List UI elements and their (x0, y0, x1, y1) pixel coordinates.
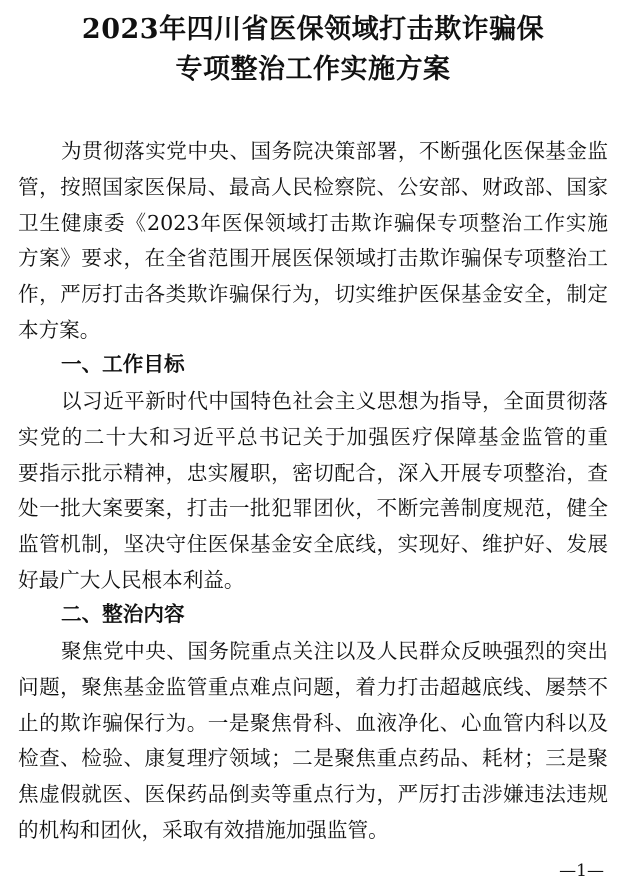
paragraph-line: 好最广大人民根本利益。 (18, 568, 245, 592)
paragraph-line: 卫生健康委《2023年医保领域打击欺诈骗保专项整治工作实施 (18, 211, 608, 235)
paragraph-line: 焦虚假就医、医保药品倒卖等重点行为，严厉打击涉嫌违法违规 (18, 782, 608, 806)
paragraph-line: 的机构和团伙，采取有效措施加强监管。 (18, 818, 389, 842)
paragraph-line: 作，严厉打击各类欺诈骗保行为，切实维护医保基金安全，制定 (18, 282, 608, 306)
section-heading-rectification-content: 二、整治内容 (61, 602, 185, 626)
paragraph-line: 问题，聚焦基金监管重点难点问题，着力打击超越底线、屡禁不 (18, 675, 608, 699)
paragraph-line: 为贯彻落实党中央、国务院决策部署，不断强化医保基金监 (61, 139, 608, 163)
paragraph-line: 本方案。 (18, 318, 101, 342)
section-heading-work-goals: 一、工作目标 (61, 352, 185, 376)
paragraph-line: 方案》要求，在全省范围开展医保领域打击欺诈骗保专项整治工 (18, 246, 608, 270)
paragraph-line: 管，按照国家医保局、最高人民检察院、公安部、财政部、国家 (18, 175, 608, 199)
paragraph-line: 检查、检验、康复理疗领域；二是聚焦重点药品、耗材；三是聚 (18, 746, 608, 770)
paragraph-line: 要指示批示精神，忠实履职，密切配合，深入开展专项整治，查 (18, 461, 608, 485)
paragraph-line: 以习近平新时代中国特色社会主义思想为指导，全面贯彻落 (61, 389, 608, 413)
paragraph-line: 监管机制，坚决守住医保基金安全底线，实现好、维护好、发展 (18, 532, 608, 556)
paragraph-line: 聚焦党中央、国务院重点关注以及人民群众反映强烈的突出 (61, 639, 608, 663)
page-number: —1— (559, 861, 604, 881)
document-title-line-1: 2023年四川省医保领域打击欺诈骗保 (81, 14, 545, 45)
paragraph-line: 实党的二十大和习近平总书记关于加强医疗保障基金监管的重 (18, 425, 608, 449)
document-title-line-2: 专项整治工作实施方案 (175, 54, 451, 85)
paragraph-line: 处一批大案要案，打击一批犯罪团伙，不断完善制度规范，健全 (18, 496, 608, 520)
paragraph-line: 止的欺诈骗保行为。一是聚焦骨科、血液净化、心血管内科以及 (18, 711, 608, 735)
